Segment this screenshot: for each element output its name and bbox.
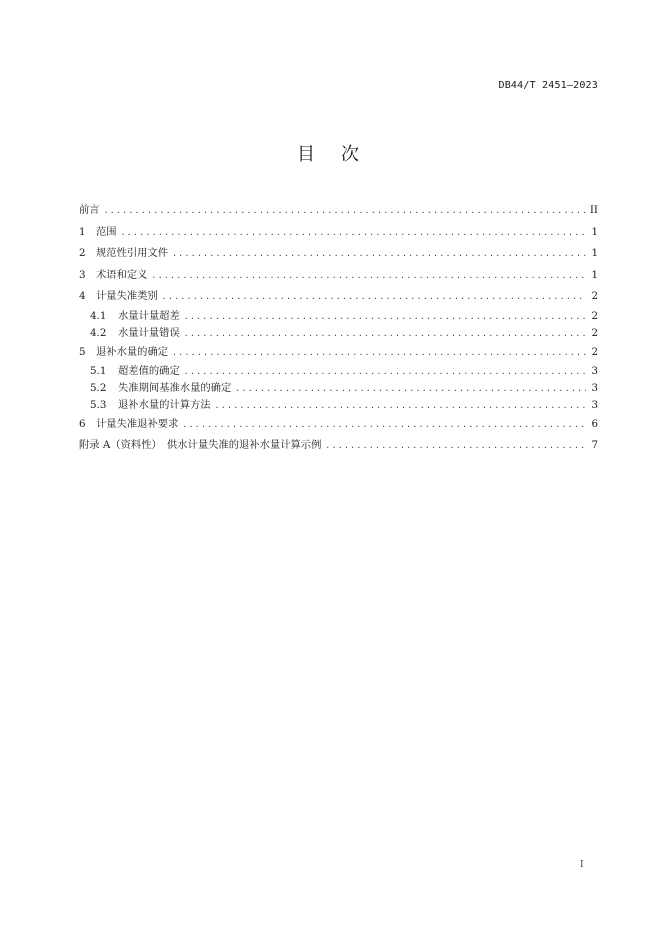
toc-entry[interactable] xyxy=(79,414,598,436)
toc-entry-title: 附录 A（资料性） 供水计量失准的退补水量计算示例 xyxy=(79,439,322,452)
toc-entry-label xyxy=(79,414,178,436)
toc-entry-page: 2 xyxy=(591,309,598,322)
toc-entry[interactable] xyxy=(79,342,598,364)
toc-entry[interactable] xyxy=(79,265,598,287)
dot-leader xyxy=(151,265,586,287)
toc-entry-page: 2 xyxy=(591,326,598,339)
toc-entry-page: 3 xyxy=(591,381,598,394)
toc-entry-label xyxy=(79,308,180,325)
toc-entry[interactable] xyxy=(79,243,598,265)
toc-entry[interactable] xyxy=(79,380,598,397)
toc-entry-number: 6 xyxy=(79,417,86,430)
toc-entry-title: 退补水量的确定 xyxy=(96,345,169,358)
toc-entry[interactable] xyxy=(79,363,598,380)
toc-entry-title: 计量失准退补要求 xyxy=(96,417,179,430)
toc-entry-page: 1 xyxy=(591,247,598,260)
toc-entry-label xyxy=(79,363,180,380)
toc-entry-label xyxy=(79,286,158,308)
toc-entry-title: 计量失准类别 xyxy=(96,290,158,303)
toc-entry-title: 水量计量错误 xyxy=(118,326,180,339)
toc-entry[interactable] xyxy=(79,200,598,222)
dot-leader xyxy=(184,326,586,343)
toc-entry[interactable] xyxy=(79,222,598,244)
toc-entry-page: 2 xyxy=(591,345,598,358)
toc-entry-number: 4.2 xyxy=(90,326,107,339)
toc-entry-label xyxy=(79,380,231,397)
dot-leader xyxy=(182,414,586,436)
toc-entry-title: 范围 xyxy=(96,225,117,238)
toc-entry-title: 退补水量的计算方法 xyxy=(118,398,211,411)
toc-entry-page: 3 xyxy=(591,365,598,378)
toc-entry-number: 5.2 xyxy=(90,381,107,394)
toc-entry-page: 1 xyxy=(591,268,598,281)
dot-leader xyxy=(104,200,586,222)
toc-entry-title: 前言 xyxy=(79,204,100,216)
toc-entry-label xyxy=(79,200,100,222)
toc-entry-number: 2 xyxy=(79,247,86,260)
table-of-contents xyxy=(79,200,598,457)
toc-entry-label xyxy=(79,397,211,414)
toc-entry-number: 5.1 xyxy=(90,365,107,378)
toc-entry-number: 4.1 xyxy=(90,309,107,322)
toc-entry-page: 6 xyxy=(591,417,598,430)
page-title: 目次 xyxy=(297,144,385,165)
dot-leader xyxy=(121,222,586,244)
dot-leader xyxy=(215,398,586,415)
toc-entry-number: 4 xyxy=(79,290,86,303)
dot-leader xyxy=(325,435,586,457)
toc-entry-label xyxy=(79,435,321,457)
toc-entry-page: II xyxy=(589,204,598,216)
toc-entry-number: 3 xyxy=(79,268,86,281)
page-number: I xyxy=(580,860,584,870)
toc-entry-page: 3 xyxy=(591,398,598,411)
toc-entry-number: 5 xyxy=(79,345,86,358)
toc-entry-page: 2 xyxy=(591,290,598,303)
dot-leader xyxy=(172,342,586,364)
toc-entry[interactable] xyxy=(79,397,598,414)
dot-leader xyxy=(172,243,586,265)
toc-entry[interactable] xyxy=(79,308,598,325)
toc-entry-page: 7 xyxy=(591,439,598,452)
toc-entry-label xyxy=(79,342,168,364)
toc-entry-label xyxy=(79,243,168,265)
toc-entry-number: 5.3 xyxy=(90,398,107,411)
toc-entry-label xyxy=(79,265,147,287)
dot-leader xyxy=(162,286,586,308)
toc-entry-label xyxy=(79,222,117,244)
toc-entry-label xyxy=(79,325,180,342)
document-number: DB44/T 2451—2023 xyxy=(498,80,598,91)
toc-entry-title: 术语和定义 xyxy=(96,268,148,281)
toc-entry[interactable] xyxy=(79,286,598,308)
toc-entry-number: 1 xyxy=(79,225,86,238)
toc-entry-title: 水量计量超差 xyxy=(118,309,180,322)
toc-entry[interactable] xyxy=(79,325,598,342)
toc-entry-title: 失准期间基准水量的确定 xyxy=(118,381,232,394)
toc-entry[interactable] xyxy=(79,435,598,457)
toc-entry-title: 规范性引用文件 xyxy=(96,247,169,260)
toc-entry-title: 超差值的确定 xyxy=(118,365,180,378)
dot-leader xyxy=(184,309,586,326)
dot-leader xyxy=(235,381,586,398)
toc-entry-page: 1 xyxy=(591,225,598,238)
dot-leader xyxy=(184,364,586,381)
